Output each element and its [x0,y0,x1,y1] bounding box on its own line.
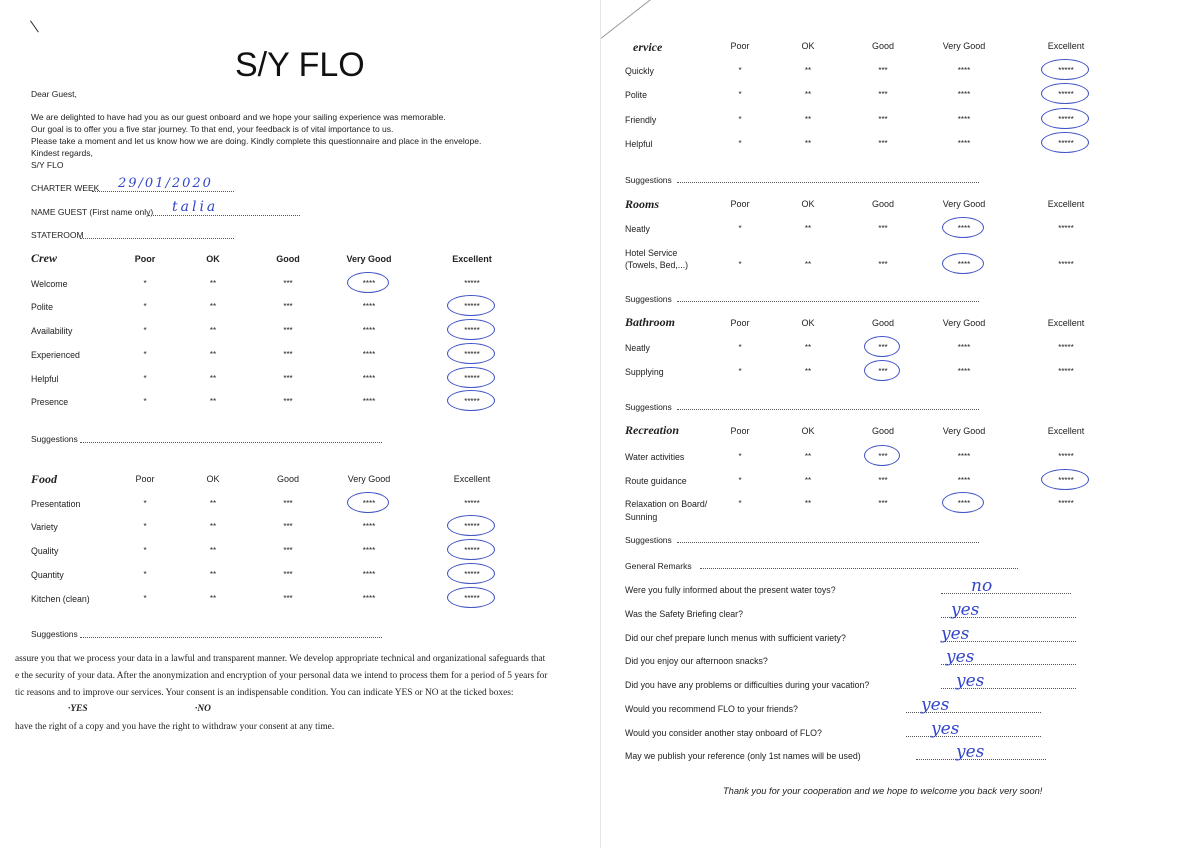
service-selected-circle [1041,83,1089,104]
general-remarks-line [700,568,1018,569]
food-selected-circle [447,539,495,560]
service-col-good: Good [871,41,895,51]
recreation-col-excellent: Excellent [1047,426,1085,436]
food-col-ok: OK [206,474,220,484]
handwritten-answer[interactable]: no [971,576,993,596]
bathroom-rating-option[interactable]: *** [878,343,888,352]
food-rating-option[interactable]: **** [362,522,376,531]
rooms-rating-option[interactable]: **** [957,224,971,233]
bathroom-selected-circle [864,360,900,381]
bathroom-rating-option[interactable]: ***** [1058,367,1074,376]
crew-col-very-good: Very Good [346,254,392,264]
crew-rating-option[interactable]: *** [283,302,293,311]
service-section-title: ervice [633,40,663,54]
food-rating-option[interactable]: ***** [464,546,480,555]
service-rating-option[interactable]: **** [957,139,971,148]
service-rating-option[interactable]: * [738,90,742,99]
crew-rating-option[interactable]: *** [283,326,293,335]
guest-name-line [148,215,300,216]
bathroom-rating-option[interactable]: ** [804,343,812,352]
bathroom-col-poor: Poor [730,318,750,328]
crew-rating-option[interactable]: **** [362,350,376,359]
food-col-poor: Poor [135,474,155,484]
service-rating-option[interactable]: **** [957,90,971,99]
crew-rating-option[interactable]: ***** [464,350,480,359]
stateroom-line [80,238,234,239]
crew-rating-option[interactable]: *** [283,350,293,359]
recreation-rating-option[interactable]: ***** [1058,452,1074,461]
service-rating-option[interactable]: **** [957,115,971,124]
food-row-label: Presentation [31,499,81,509]
service-rating-option[interactable]: ** [804,115,812,124]
crew-rating-option[interactable]: ***** [464,279,480,288]
food-suggestions-line [80,637,382,638]
food-col-good: Good [276,474,300,484]
rooms-col-good: Good [871,199,895,209]
recreation-col-ok: OK [801,426,815,436]
rooms-rating-option[interactable]: **** [957,260,971,269]
bathroom-row-label: Supplying [625,367,664,377]
handwritten-answer[interactable]: yes [946,647,975,667]
food-row-label: Kitchen (clean) [31,594,90,604]
intro-line-3: Please take a moment and let us know how we are doing. Kindly complete this questionnaire and place in the envelope. [31,136,482,146]
answer-line [906,736,1041,737]
crew-col-excellent: Excellent [452,254,492,264]
food-rating-option[interactable]: ** [209,499,217,508]
recreation-rating-option[interactable]: ** [804,499,812,508]
rooms-rating-option[interactable]: *** [878,224,888,233]
food-rating-option[interactable]: ***** [464,499,480,508]
form-title: S/Y FLO [235,46,365,84]
consent-no-option[interactable]: ·NO [195,704,211,714]
food-rating-option[interactable]: * [143,499,147,508]
question-text: Was the Safety Briefing clear? [625,609,743,619]
handwritten-answer[interactable]: yes [956,671,985,691]
crew-rating-option[interactable]: * [143,302,147,311]
food-selected-circle [447,563,495,584]
greeting: Dear Guest, [31,89,77,99]
crew-suggestions-label: Suggestions [31,434,78,444]
crew-rating-option[interactable]: ***** [464,326,480,335]
crew-rating-option[interactable]: *** [283,374,293,383]
crew-selected-circle [347,272,389,293]
recreation-row-label: Route guidance [625,476,687,486]
recreation-col-poor: Poor [730,426,750,436]
crew-suggestions-line [80,442,382,443]
question-text: May we publish your reference (only 1st names will be used) [625,751,861,761]
stateroom-label: STATEROOM [31,230,84,240]
food-selected-circle [447,587,495,608]
crew-selected-circle [447,343,495,364]
rooms-rating-option[interactable]: ***** [1058,260,1074,269]
crew-col-poor: Poor [134,254,156,264]
guest-name-value[interactable]: talia [172,199,219,215]
crew-row-label: Polite [31,302,54,312]
crew-rating-option[interactable]: *** [283,397,293,406]
crew-row-label: Experienced [31,350,80,360]
recreation-section-title: Recreation [625,423,679,437]
recreation-col-good: Good [871,426,895,436]
crew-rating-option[interactable]: ***** [464,374,480,383]
rooms-row-label: (Towels, Bed,...) [625,260,689,270]
bathroom-rating-option[interactable]: *** [878,367,888,376]
bathroom-rating-option[interactable]: ** [804,367,812,376]
service-rating-option[interactable]: ***** [1058,115,1074,124]
crew-rating-option[interactable]: ** [209,374,217,383]
food-row-label: Quality [31,546,59,556]
food-rating-option[interactable]: *** [283,522,293,531]
food-rating-option[interactable]: ***** [464,594,480,603]
crew-rating-option[interactable]: ***** [464,397,480,406]
recreation-row-label: Water activities [625,452,685,462]
recreation-rating-option[interactable]: ** [804,452,812,461]
handwritten-answer[interactable]: yes [951,600,980,620]
service-selected-circle [1041,108,1089,129]
recreation-rating-option[interactable]: **** [957,452,971,461]
bathroom-suggestions-line [677,409,979,410]
crew-rating-option[interactable]: ***** [464,302,480,311]
recreation-rating-option[interactable]: * [738,452,742,461]
food-rating-option[interactable]: ** [209,570,217,579]
rooms-row-label: Neatly [625,224,650,234]
crew-rating-option[interactable]: **** [362,326,376,335]
food-rating-option[interactable]: * [143,522,147,531]
intro-line-2: Our goal is to offer you a five star journey. To that end, your feedback is of vital importance to us. [31,124,394,134]
bathroom-rating-option[interactable]: **** [957,367,971,376]
food-rating-option[interactable]: *** [283,570,293,579]
crew-selected-circle [447,390,495,411]
question-text: Would you consider another stay onboard of FLO? [625,728,822,738]
crew-rating-option[interactable]: **** [362,374,376,383]
bathroom-col-excellent: Excellent [1047,318,1085,328]
recreation-rating-option[interactable]: * [738,476,742,485]
privacy-text-4: have the right of a copy and you have the right to withdraw your consent at any time. [15,722,335,732]
charter-week-value[interactable]: 29/01/2020 [118,176,213,191]
crew-row-label: Presence [31,397,69,407]
food-rating-option[interactable]: ** [209,522,217,531]
charter-week-label: CHARTER WEEK [31,183,100,193]
page-fold-mark [601,0,673,40]
crew-rating-option[interactable]: ** [209,350,217,359]
privacy-text-2: e the security of your data. After the anonymization and encryption of your personal data we intend to process them for a period of 5 years for [15,671,548,681]
recreation-suggestions-label: Suggestions [625,535,672,545]
food-selected-circle [447,515,495,536]
rooms-col-poor: Poor [730,199,750,209]
food-rating-option[interactable]: *** [283,499,293,508]
pen-mark [29,20,39,33]
food-selected-circle [347,492,389,513]
no-label: NO [197,704,211,714]
crew-row-label: Availability [31,326,73,336]
recreation-rating-option[interactable]: ***** [1058,476,1074,485]
crew-rating-option[interactable]: * [143,397,147,406]
rooms-rating-option[interactable]: ** [804,224,812,233]
crew-rating-option[interactable]: **** [362,279,376,288]
rooms-suggestions-line [677,301,979,302]
rooms-row-label: Hotel Service [625,248,678,258]
intro-line-4: Kindest regards, [31,148,93,158]
food-rating-option[interactable]: **** [362,594,376,603]
service-rating-option[interactable]: *** [878,115,888,124]
crew-rating-option[interactable]: * [143,326,147,335]
service-rating-option[interactable]: ***** [1058,66,1074,75]
crew-rating-option[interactable]: ** [209,397,217,406]
service-selected-circle [1041,59,1089,80]
service-col-very-good: Very Good [942,41,986,51]
answer-line [941,593,1071,594]
intro-line-1: We are delighted to have had you as our guest onboard and we hope your sailing experience was memorable. [31,112,446,122]
privacy-text-1: assure you that we process your data in a lawful and transparent manner. We develop appropriate technical and organizational safeguards that [15,654,546,664]
service-row-label: Polite [625,90,648,100]
consent-yes-option[interactable]: ·YES [68,704,88,714]
crew-col-ok: OK [206,254,220,264]
service-rating-option[interactable]: ** [804,90,812,99]
food-suggestions-label: Suggestions [31,629,78,639]
food-rating-option[interactable]: ** [209,546,217,555]
guest-name-label: NAME GUEST (First name only) [31,207,154,217]
food-row-label: Quantity [31,570,64,580]
question-text: Did you enjoy our afternoon snacks? [625,656,768,666]
food-rating-option[interactable]: *** [283,546,293,555]
food-rating-option[interactable]: **** [362,570,376,579]
rooms-rating-option[interactable]: * [738,260,742,269]
question-text: Were you fully informed about the present water toys? [625,585,836,595]
service-rating-option[interactable]: * [738,66,742,75]
crew-rating-option[interactable]: ** [209,302,217,311]
rooms-rating-option[interactable]: * [738,224,742,233]
crew-rating-option[interactable]: ** [209,279,217,288]
question-text: Did our chef prepare lunch menus with sufficient variety? [625,633,846,643]
right-page [601,0,1200,848]
service-suggestions-label: Suggestions [625,175,672,185]
service-rating-option[interactable]: * [738,115,742,124]
recreation-rating-option[interactable]: *** [878,499,888,508]
service-rating-option[interactable]: *** [878,90,888,99]
bathroom-col-very-good: Very Good [942,318,986,328]
handwritten-answer[interactable]: yes [921,695,950,715]
crew-rating-option[interactable]: *** [283,279,293,288]
food-rating-option[interactable]: * [143,546,147,555]
service-rating-option[interactable]: ** [804,139,812,148]
rooms-rating-option[interactable]: *** [878,260,888,269]
recreation-col-very-good: Very Good [942,426,986,436]
food-rating-option[interactable]: ** [209,594,217,603]
bathroom-row-label: Neatly [625,343,650,353]
service-col-ok: OK [801,41,815,51]
service-row-label: Helpful [625,139,653,149]
recreation-rating-option[interactable]: **** [957,499,971,508]
rooms-section-title: Rooms [625,197,660,211]
crew-selected-circle [447,319,495,340]
bathroom-rating-option[interactable]: ***** [1058,343,1074,352]
food-rating-option[interactable]: ***** [464,570,480,579]
recreation-selected-circle [942,492,984,513]
crew-selected-circle [447,295,495,316]
question-text: Did you have any problems or difficulties during your vacation? [625,680,870,690]
food-section-title: Food [31,472,58,486]
service-rating-option[interactable]: ***** [1058,139,1074,148]
crew-rating-option[interactable]: * [143,279,147,288]
crew-rating-option[interactable]: * [143,350,147,359]
recreation-rating-option[interactable]: *** [878,476,888,485]
recreation-rating-option[interactable]: **** [957,476,971,485]
rooms-col-excellent: Excellent [1047,199,1085,209]
food-row-label: Variety [31,522,58,532]
recreation-selected-circle [1041,469,1089,490]
bathroom-col-good: Good [871,318,895,328]
recreation-suggestions-line [677,542,979,543]
service-row-label: Quickly [625,66,654,76]
question-text: Would you recommend FLO to your friends? [625,704,798,714]
rooms-rating-option[interactable]: ** [804,260,812,269]
crew-col-good: Good [276,254,300,264]
closing-message: Thank you for your cooperation and we hope to welcome you back very soon! [723,786,1043,796]
service-suggestions-line [677,182,979,183]
service-col-excellent: Excellent [1047,41,1085,51]
recreation-rating-option[interactable]: ** [804,476,812,485]
food-rating-option[interactable]: **** [362,546,376,555]
service-col-poor: Poor [730,41,750,51]
service-rating-option[interactable]: **** [957,66,971,75]
service-rating-option[interactable]: * [738,139,742,148]
food-rating-option[interactable]: * [143,570,147,579]
crew-row-label: Welcome [31,279,68,289]
charter-week-line [92,191,234,192]
food-col-very-good: Very Good [347,474,391,484]
bathroom-rating-option[interactable]: * [738,367,742,376]
rooms-suggestions-label: Suggestions [625,294,672,304]
crew-rating-option[interactable]: **** [362,302,376,311]
rooms-selected-circle [942,253,984,274]
recreation-rating-option[interactable]: ***** [1058,499,1074,508]
general-remarks-label: General Remarks [625,561,692,571]
bathroom-rating-option[interactable]: **** [957,343,971,352]
service-rating-option[interactable]: ** [804,66,812,75]
crew-rating-option[interactable]: **** [362,397,376,406]
service-row-label: Friendly [625,115,657,125]
service-rating-option[interactable]: *** [878,66,888,75]
rooms-col-ok: OK [801,199,815,209]
rooms-rating-option[interactable]: ***** [1058,224,1074,233]
intro-line-5: S/Y FLO [31,160,64,170]
crew-rating-option[interactable]: * [143,374,147,383]
handwritten-answer[interactable]: yes [941,624,970,644]
recreation-rating-option[interactable]: * [738,499,742,508]
bathroom-suggestions-label: Suggestions [625,402,672,412]
bathroom-selected-circle [864,336,900,357]
food-rating-option[interactable]: * [143,594,147,603]
yes-label: YES [70,704,88,714]
service-rating-option[interactable]: *** [878,139,888,148]
crew-section-title: Crew [31,251,58,265]
crew-rating-option[interactable]: ** [209,326,217,335]
rooms-col-very-good: Very Good [942,199,986,209]
food-col-excellent: Excellent [453,474,491,484]
recreation-row-label: Sunning [625,512,658,522]
service-rating-option[interactable]: ***** [1058,90,1074,99]
handwritten-answer[interactable]: yes [931,719,960,739]
food-rating-option[interactable]: *** [283,594,293,603]
handwritten-answer[interactable]: yes [956,742,985,762]
bathroom-section-title: Bathroom [625,315,676,329]
recreation-rating-option[interactable]: *** [878,452,888,461]
food-rating-option[interactable]: ***** [464,522,480,531]
crew-selected-circle [447,367,495,388]
privacy-text-3: tic reasons and to improve our services. Your consent is an indispensable condition. You can indicate YES or NO at the ticked boxes: [15,688,514,698]
recreation-selected-circle [864,445,900,466]
food-rating-option[interactable]: **** [362,499,376,508]
bathroom-rating-option[interactable]: * [738,343,742,352]
crew-row-label: Helpful [31,374,59,384]
rooms-selected-circle [942,217,984,238]
service-selected-circle [1041,132,1089,153]
recreation-row-label: Relaxation on Board/ [625,499,708,509]
bathroom-col-ok: OK [801,318,815,328]
